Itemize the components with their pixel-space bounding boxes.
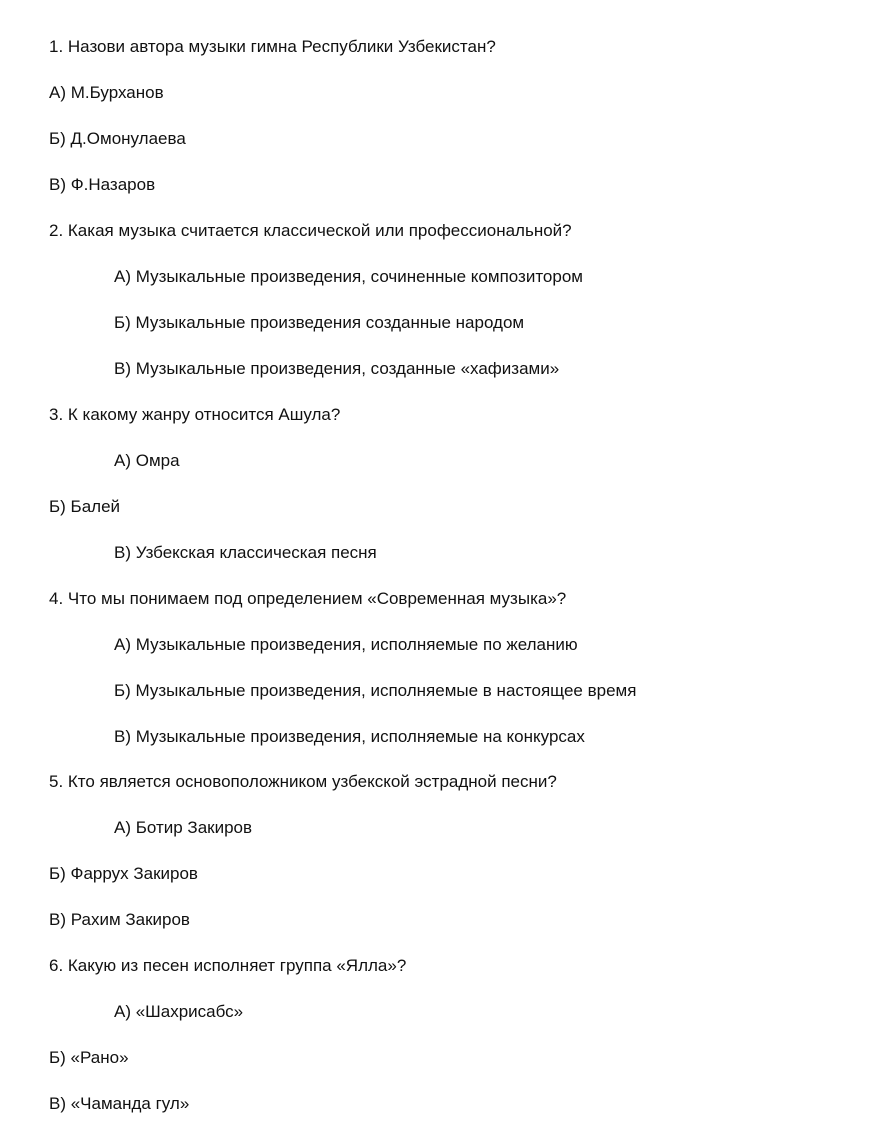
answer-3a: А) Омра xyxy=(114,451,180,470)
answer-2c: В) Музыкальные произведения, созданные «хафизами» xyxy=(114,359,560,378)
answer-5a: А) Ботир Закиров xyxy=(114,818,253,837)
question-5: 5. Кто является основоположником узбекской эстрадной песни? xyxy=(49,772,557,791)
answer-3c: В) Узбекская классическая песня xyxy=(114,543,377,562)
answer-6c: В) «Чаманда гул» xyxy=(49,1094,190,1113)
answer-6b: Б) «Рано» xyxy=(49,1048,129,1067)
answer-2b: Б) Музыкальные произведения созданные народом xyxy=(114,313,525,332)
answer-5c: В) Рахим Закиров xyxy=(49,910,190,929)
answer-4b: Б) Музыкальные произведения, исполняемые в настоящее время xyxy=(114,681,637,700)
answer-4a: А) Музыкальные произведения, исполняемые по желанию xyxy=(114,635,578,654)
answer-1a: А) М.Бурханов xyxy=(49,83,164,102)
answer-1c: В) Ф.Назаров xyxy=(49,175,156,194)
answer-5b: Б) Фаррух Закиров xyxy=(49,864,198,883)
question-4: 4. Что мы понимаем под определением «Современная музыка»? xyxy=(49,589,567,608)
question-3: 3. К какому жанру относится Ашула? xyxy=(49,405,341,424)
answer-2a: А) Музыкальные произведения, сочиненные композитором xyxy=(114,267,583,286)
question-2: 2. Какая музыка считается классической или профессиональной? xyxy=(49,221,572,240)
answer-3b: Б) Балей xyxy=(49,497,121,516)
question-6: 6. Какую из песен исполняет группа «Ялла»? xyxy=(49,956,407,975)
answer-1b: Б) Д.Омонулаева xyxy=(49,129,186,148)
answer-4c: В) Музыкальные произведения, исполняемые на конкурсах xyxy=(114,727,585,746)
question-1: 1. Назови автора музыки гимна Республики Узбекистан? xyxy=(49,37,496,56)
answer-6a: А) «Шахрисабс» xyxy=(114,1002,244,1021)
